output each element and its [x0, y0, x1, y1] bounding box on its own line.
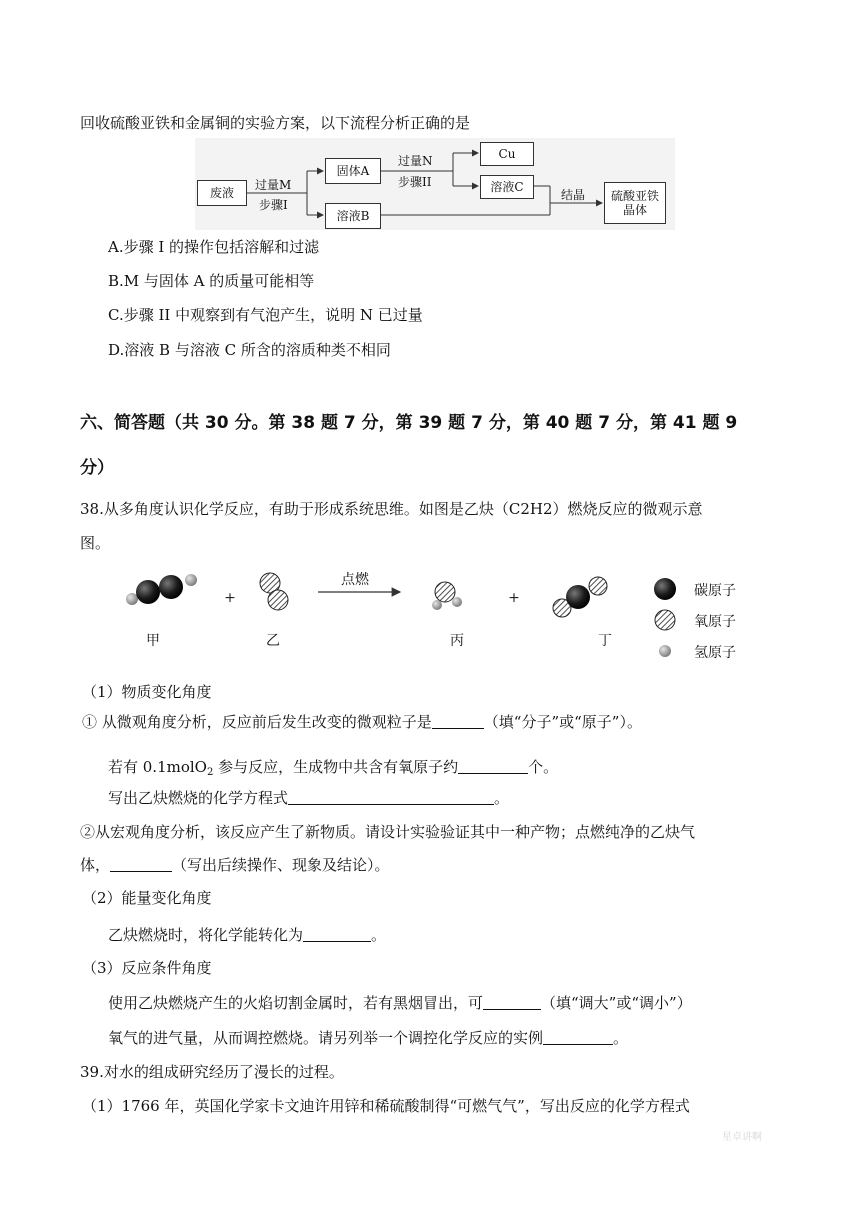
product-box — [604, 182, 666, 224]
p1e-suffix: （写出后续操作、现象及结论）。 — [172, 856, 390, 874]
q38-stem-line1: 38.从多角度认识化学反应，有助于形成系统思维。如图是乙炔（C2H2）燃烧反应的微观示意 — [80, 500, 703, 518]
p3b-text: 氧气的进气量，从而调控燃烧。请另列举一个调控化学反应的实例 — [108, 1029, 544, 1047]
answer-blank-7[interactable] — [543, 1030, 613, 1045]
legend-oxygen-icon — [655, 610, 675, 630]
p3a-text: 使用乙炔燃烧产生的火焰切割金属时，若有黑烟冒出，可 — [108, 994, 484, 1012]
molecule-yi — [260, 573, 288, 610]
waste-liquid-box: 废液 — [197, 180, 247, 206]
p3a-line — [108, 993, 692, 1013]
legend-hydrogen-icon — [659, 645, 671, 657]
p1b-line — [108, 757, 558, 783]
condition-label: 点燃 — [341, 572, 369, 588]
answer-blank-4[interactable] — [110, 857, 172, 872]
flowchart — [195, 138, 675, 230]
section-title-line1: 六、简答题（共 30 分。第 38 题 7 分，第 39 题 7 分，第 40 题 7 分，第 41 题 9 — [80, 413, 738, 433]
p3a-suffix: （填“调大”或“调小”） — [541, 994, 692, 1012]
answer-blank-3[interactable] — [288, 790, 494, 805]
step2-label: 步骤II — [398, 175, 432, 189]
label-yi: 乙 — [266, 633, 280, 649]
q38-stem-line2: 图。 — [80, 534, 111, 552]
solution-b-box: 溶液B — [325, 203, 381, 229]
p1d-line: ②从宏观角度分析，该反应产生了新物质。请设计实验验证其中一种产物；点燃纯净的乙炔气 — [80, 823, 696, 841]
p1b-text: 若有 0.1molO — [108, 758, 207, 776]
watermark: 星卓讲啊 — [722, 1132, 762, 1143]
p1b-mid: 参与反应，生成物中共含有氧原子约 — [213, 758, 459, 776]
legend-oxygen-label: 氧原子 — [694, 614, 736, 630]
answer-blank-2[interactable] — [458, 759, 528, 774]
p3b-line — [108, 1028, 628, 1048]
legend-carbon-label: 碳原子 — [694, 583, 736, 599]
p2a-text: 乙炔燃烧时，将化学能转化为 — [108, 926, 304, 944]
crystallize-label: 结晶 — [561, 188, 586, 202]
p1c-suffix: 。 — [494, 789, 510, 807]
p1c-line — [108, 788, 509, 808]
q39-part1: （1）1766 年，英国化学家卡文迪许用锌和稀硫酸制得“可燃气气”，写出反应的化学方程式 — [82, 1097, 690, 1115]
cu-box: Cu — [480, 142, 534, 166]
p1c-text: 写出乙炔燃烧的化学方程式 — [108, 789, 289, 807]
legend-hydrogen-label: 氢原子 — [694, 645, 736, 661]
p2a-line — [108, 925, 386, 945]
p2a-suffix: 。 — [371, 926, 387, 944]
label-ding: 丁 — [598, 633, 612, 649]
plus-sign-2: + — [508, 590, 520, 606]
question-intro: 回收硫酸亚铁和金属铜的实验方案，以下流程分析正确的是 — [80, 114, 471, 132]
product-line2: 晶体 — [622, 203, 647, 217]
p1e-line — [80, 855, 390, 875]
legend-carbon-icon — [654, 578, 676, 600]
plus-sign-1: + — [224, 590, 236, 606]
reaction-diagram — [0, 565, 868, 665]
answer-blank-1[interactable] — [432, 714, 484, 729]
label-jia: 甲 — [146, 633, 160, 649]
p1b-suffix: 个。 — [528, 758, 559, 776]
legend — [654, 578, 676, 657]
option-b: B.M 与固体 A 的质量可能相等 — [108, 272, 315, 290]
molecule-jia — [126, 574, 197, 605]
solid-a-box: 固体A — [325, 158, 381, 184]
p1a-line — [82, 712, 642, 732]
answer-blank-5[interactable] — [303, 927, 371, 942]
option-d: D.溶液 B 与溶液 C 所含的溶质种类不相同 — [108, 341, 391, 359]
molecule-bing — [432, 582, 462, 610]
excess-m-label: 过量M — [255, 178, 292, 192]
step1-label: 步骤I — [259, 198, 288, 212]
p1a-suffix: （填“分子”或“原子”）。 — [483, 713, 642, 731]
product-line1: 硫酸亚铁 — [610, 189, 659, 203]
solution-c-box: 溶液C — [480, 175, 534, 199]
option-a: A.步骤 I 的操作包括溶解和过滤 — [108, 238, 320, 256]
q39-stem: 39.对水的组成研究经历了漫长的过程。 — [80, 1063, 344, 1081]
answer-blank-6[interactable] — [483, 995, 541, 1010]
label-bing: 丙 — [450, 633, 464, 649]
part3-title: （3）反应条件角度 — [82, 959, 212, 977]
excess-n-label: 过量N — [398, 154, 433, 168]
p1e-text: 体， — [80, 856, 111, 874]
part1-title: （1）物质变化角度 — [82, 683, 212, 701]
p1a-text: ① 从微观角度分析，反应前后发生改变的微观粒子是 — [82, 713, 432, 731]
p1b-subscript: 2 — [206, 767, 214, 778]
part2-title: （2）能量变化角度 — [82, 889, 212, 907]
molecule-ding — [553, 577, 607, 617]
option-c: C.步骤 II 中观察到有气泡产生，说明 N 已过量 — [108, 306, 423, 324]
p3b-suffix: 。 — [613, 1029, 629, 1047]
section-title-line2: 分） — [80, 458, 114, 478]
